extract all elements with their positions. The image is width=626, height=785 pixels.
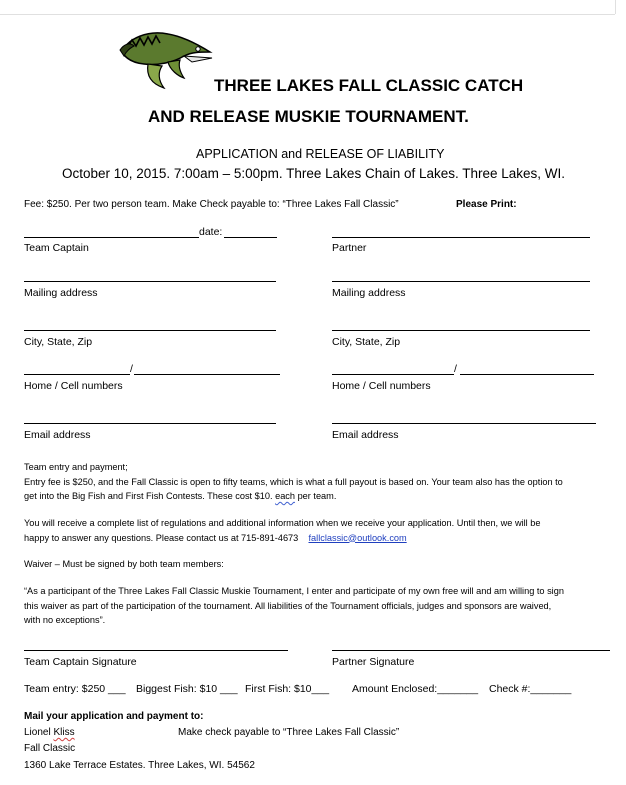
captain-email-field[interactable] bbox=[24, 423, 276, 424]
mail-first-name: Lionel bbox=[24, 727, 54, 738]
page-right-edge bbox=[615, 0, 616, 14]
mail-heading: Mail your application and payment to: bbox=[24, 711, 204, 722]
email-link[interactable]: fallclassic@outlook.com bbox=[308, 532, 407, 543]
captain-home-phone-field[interactable] bbox=[24, 374, 130, 375]
captain-phone-label: Home / Cell numbers bbox=[24, 380, 123, 392]
partner-signature-field[interactable] bbox=[332, 650, 610, 651]
entry-paragraph-line-2 bbox=[24, 489, 609, 504]
team-entry-amount[interactable]: Team entry: $250 ___ bbox=[24, 683, 126, 695]
event-details: October 10, 2015. 7:00am – 5:00pm. Three Lakes Chain of Lakes. Three Lakes, WI. bbox=[62, 166, 566, 181]
check-payable-note: Make check payable to “Three Lakes Fall Classic” bbox=[178, 727, 400, 738]
date-field[interactable] bbox=[224, 237, 277, 238]
captain-city-state-zip-field[interactable] bbox=[24, 330, 276, 331]
entry-p2-text-b: per team. bbox=[295, 491, 337, 501]
captain-signature-field[interactable] bbox=[24, 650, 288, 651]
partner-phone-label: Home / Cell numbers bbox=[332, 380, 431, 392]
contact-text: happy to answer any questions. Please contact us at 715-891-4673 bbox=[24, 532, 299, 543]
waiver-line-3: with no exceptions”. bbox=[24, 615, 106, 625]
date-label: date: bbox=[199, 226, 223, 238]
please-print-label: Please Print: bbox=[456, 199, 517, 210]
info-section bbox=[24, 516, 609, 545]
partner-email-field[interactable] bbox=[332, 423, 596, 424]
partner-city-state-zip-label: City, State, Zip bbox=[332, 336, 401, 348]
waiver-line-2: this waiver as part of the participation of the tournament. All liabilities of the Tournament officials, judges and sponsors are waived, bbox=[24, 600, 552, 611]
mail-address: 1360 Lake Terrace Estates. Three Lakes, WI. 54562 bbox=[24, 760, 255, 771]
mail-last-name: Kliss bbox=[53, 727, 75, 738]
amount-enclosed-field[interactable]: Amount Enclosed:_______ bbox=[352, 683, 479, 695]
entry-paragraph-line-1: Entry fee is $250, and the Fall Classic is open to fifty teams, which is what a full payout is based on. Your team also has the option to bbox=[24, 476, 563, 487]
captain-mailing-address-label: Mailing address bbox=[24, 287, 98, 299]
captain-phone-slash: / bbox=[130, 363, 133, 375]
check-number-field[interactable]: Check #:_______ bbox=[489, 683, 572, 695]
partner-field[interactable] bbox=[332, 237, 590, 238]
entry-p2-each: each bbox=[275, 491, 296, 501]
biggest-fish-amount[interactable]: Biggest Fish: $10 ___ bbox=[136, 683, 238, 695]
entry-payment-section bbox=[24, 460, 609, 504]
waiver-line-1: “As a participant of the Three Lakes Fall Classic Muskie Tournament, I enter and participate of my own free will and am willing to sign bbox=[24, 586, 564, 596]
partner-home-phone-field[interactable] bbox=[332, 374, 454, 375]
partner-cell-phone-field[interactable] bbox=[460, 374, 594, 375]
page-top-edge bbox=[0, 14, 615, 15]
entry-p2-text-a: get into the Big Fish and First Fish Contests. These cost $10. bbox=[24, 491, 276, 501]
captain-city-state-zip-label: City, State, Zip bbox=[24, 336, 93, 348]
captain-cell-phone-field[interactable] bbox=[134, 374, 280, 375]
info-line-1: You will receive a complete list of regulations and additional information when we receive your application. Until then, we will be bbox=[24, 518, 541, 528]
first-fish-amount[interactable]: First Fish: $10___ bbox=[245, 683, 330, 695]
team-captain-label: Team Captain bbox=[24, 242, 89, 254]
title-line-2: AND RELEASE MUSKIE TOURNAMENT. bbox=[148, 107, 469, 126]
partner-email-label: Email address bbox=[332, 429, 399, 441]
mail-name bbox=[24, 727, 75, 738]
title-line-1: THREE LAKES FALL CLASSIC CATCH bbox=[214, 76, 524, 95]
entry-heading: Team entry and payment; bbox=[24, 462, 128, 472]
partner-label: Partner bbox=[332, 242, 367, 254]
captain-signature-label: Team Captain Signature bbox=[24, 656, 137, 668]
partner-mailing-address-field[interactable] bbox=[332, 281, 590, 282]
partner-signature-label: Partner Signature bbox=[332, 656, 415, 668]
team-captain-field[interactable] bbox=[24, 237, 199, 238]
form-subtitle: APPLICATION and RELEASE OF LIABILITY bbox=[196, 147, 445, 161]
waiver-section bbox=[24, 584, 609, 628]
info-line-2 bbox=[24, 531, 609, 546]
mail-organization: Fall Classic bbox=[24, 743, 76, 754]
fee-text: Fee: $250. Per two person team. Make Check payable to: “Three Lakes Fall Classic” bbox=[24, 199, 399, 210]
partner-mailing-address-label: Mailing address bbox=[332, 287, 406, 299]
waiver-heading: Waiver – Must be signed by both team members: bbox=[24, 559, 224, 569]
captain-mailing-address-field[interactable] bbox=[24, 281, 276, 282]
captain-email-label: Email address bbox=[24, 429, 91, 441]
partner-city-state-zip-field[interactable] bbox=[332, 330, 590, 331]
partner-phone-slash: / bbox=[454, 363, 457, 375]
muskie-fish-icon bbox=[118, 22, 213, 90]
